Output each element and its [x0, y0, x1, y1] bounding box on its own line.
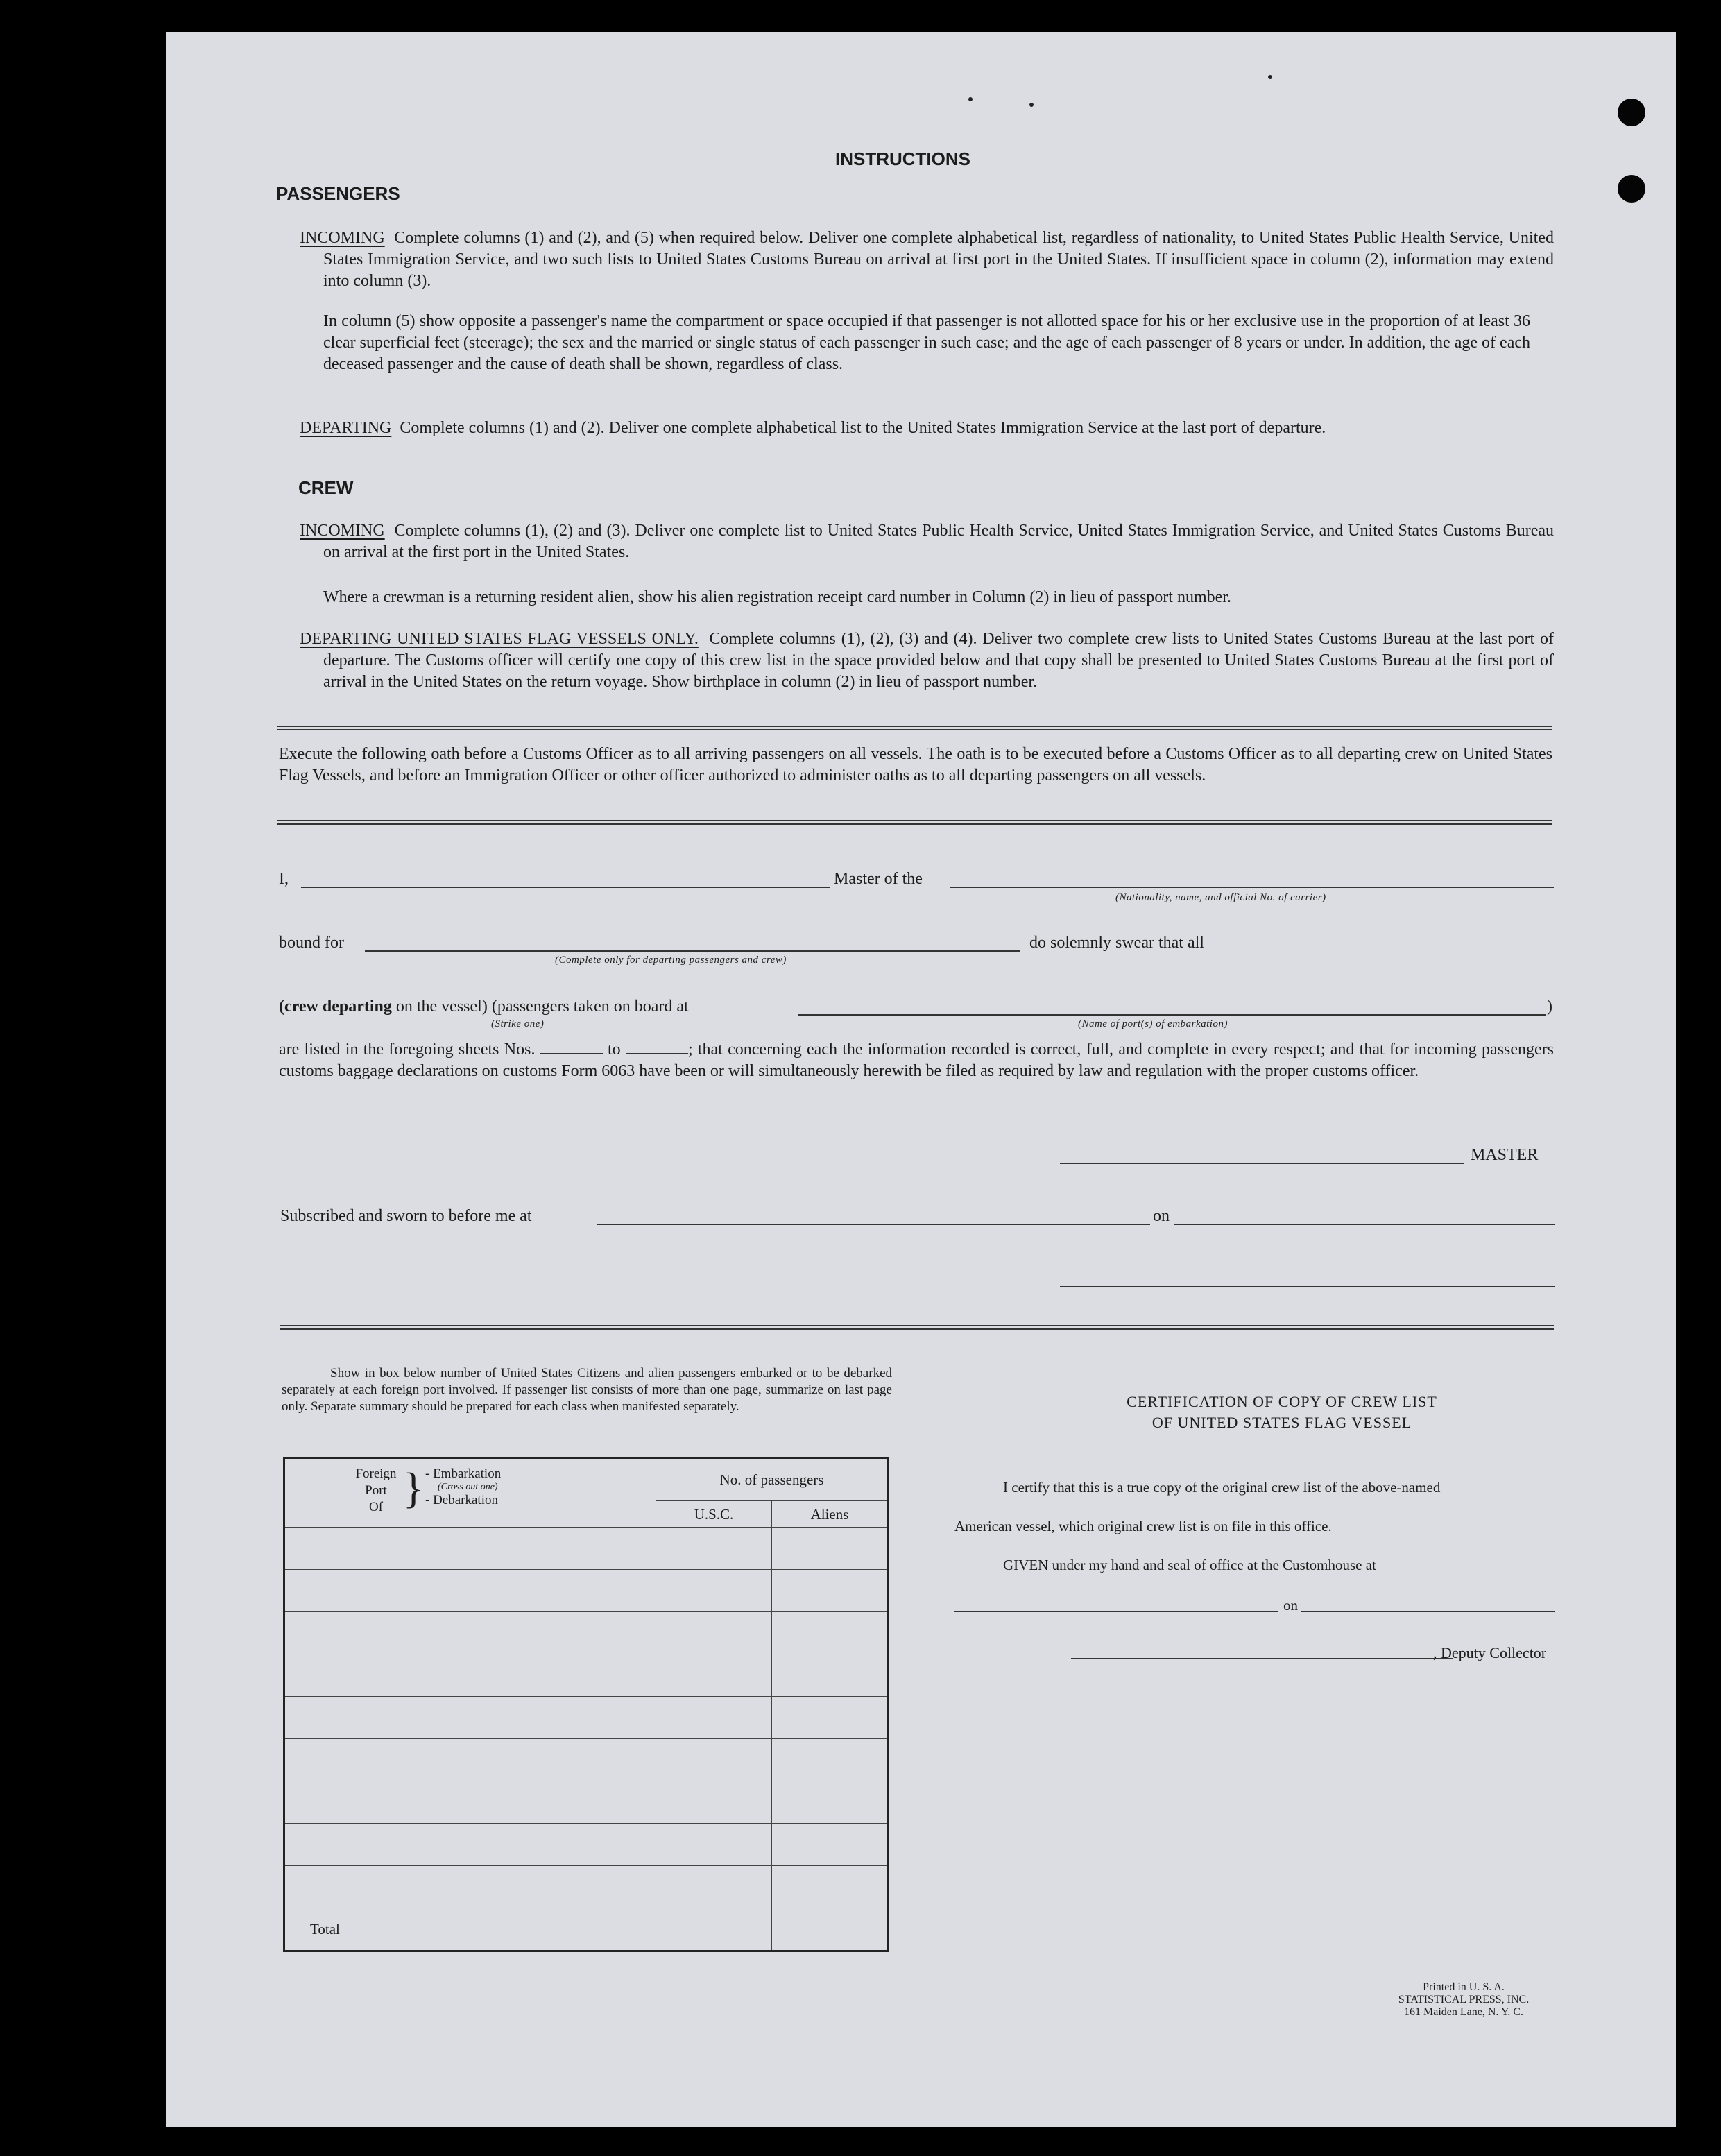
port-cell[interactable]	[284, 1781, 656, 1824]
aliens-cell[interactable]	[772, 1528, 889, 1570]
port-cell[interactable]	[284, 1824, 656, 1866]
aliens-cell[interactable]	[772, 1570, 889, 1612]
certification-title: CERTIFICATION OF COPY OF CREW LIST OF UNITED STATES FLAG VESSEL	[1127, 1393, 1437, 1431]
port-cell[interactable]	[284, 1654, 656, 1697]
carrier-hint: (Nationality, name, and official No. of carrier)	[1115, 892, 1326, 903]
punch-hole-top	[1618, 99, 1645, 126]
bound-for-hint: (Complete only for departing passengers and crew)	[555, 955, 787, 966]
divider	[280, 1325, 1554, 1330]
sworn-date-field[interactable]	[1174, 1224, 1555, 1225]
bound-for-field[interactable]	[365, 950, 1020, 952]
crew-incoming-label: INCOMING	[300, 522, 385, 540]
customhouse-field[interactable]	[954, 1611, 1278, 1612]
sworn-place-field[interactable]	[597, 1224, 1150, 1225]
passenger-summary-table: Foreign Port Of } - Embarkation (Cross out one) - Debarkation No. of passengers U.S.C. Aliens Total	[283, 1457, 889, 1952]
punch-hole-bottom	[1618, 175, 1645, 203]
usc-cell[interactable]	[656, 1528, 772, 1570]
strike-one-hint: (Strike one)	[491, 1018, 545, 1029]
passengers-heading: PASSENGERS	[276, 183, 400, 204]
aliens-total-cell[interactable]	[772, 1908, 889, 1951]
master-signature-field[interactable]	[1060, 1163, 1464, 1164]
embarkation-option[interactable]: - Embarkation	[425, 1466, 502, 1481]
passengers-incoming-paragraph: INCOMING Complete columns (1) and (2), and (5) when required below. Deliver one complete alphabetical list, regardless of nationality, to United States Public Health Service, United States Immigration Service, and two such lists to United States Customs Bureau on arrival at first port in the United States. If insufficient space in column (2), information may extend into column (3).	[300, 229, 1554, 290]
embarkation-ports-field[interactable]	[798, 1014, 1546, 1016]
debarkation-option[interactable]: - Debarkation	[425, 1493, 498, 1507]
usc-cell[interactable]	[656, 1739, 772, 1781]
column5-paragraph: In column (5) show opposite a passenger's name the compartment or space occupied if that passenger is not allotted space for his or her exclusive use in the proportion of at least 36 clear superficial feet (steerage); the sex and the married or single status of each passenger in such case; and the age of each passenger of 8 years or under. In addition, the age of each deceased passenger and the cause of death shall be shown, regardless of class.	[323, 312, 1530, 373]
deputy-collector-label: , Deputy Collector	[1433, 1644, 1547, 1661]
officer-signature-field[interactable]	[1060, 1286, 1555, 1287]
usc-cell[interactable]	[656, 1866, 772, 1908]
master-name-field[interactable]	[301, 887, 830, 888]
usc-cell[interactable]	[656, 1612, 772, 1654]
aliens-cell[interactable]	[772, 1866, 889, 1908]
deputy-collector-signature-field[interactable]	[1071, 1658, 1453, 1659]
usc-cell[interactable]	[656, 1781, 772, 1824]
usc-total-cell[interactable]	[656, 1908, 772, 1951]
port-cell[interactable]	[284, 1528, 656, 1570]
aliens-cell[interactable]	[772, 1654, 889, 1697]
aliens-cell[interactable]	[772, 1697, 889, 1739]
instructions-heading: INSTRUCTIONS	[835, 148, 970, 169]
embarkation-hint: (Name of port(s) of embarkation)	[1078, 1018, 1228, 1029]
carrier-field[interactable]	[950, 887, 1554, 888]
usc-cell[interactable]	[656, 1697, 772, 1739]
port-cell[interactable]	[284, 1570, 656, 1612]
passengers-departing-label: DEPARTING	[300, 419, 392, 437]
crew-departing-option[interactable]: (crew departing	[279, 998, 392, 1016]
port-cell[interactable]	[284, 1739, 656, 1781]
crew-departing-label: DEPARTING UNITED STATES FLAG VESSELS ONLY.	[300, 630, 699, 648]
aliens-cell[interactable]	[772, 1739, 889, 1781]
sheet-to-field[interactable]	[626, 1039, 688, 1054]
printer-imprint: Printed in U. S. A. STATISTICAL PRESS, INC. 161 Maiden Lane, N. Y. C.	[1398, 1981, 1530, 2018]
crew-incoming-paragraph: INCOMING Complete columns (1), (2) and (3). Deliver one complete list to United States Public Health Service, United States Immigration Service, and United States Customs Bureau on arrival at the first port in the United States.	[300, 522, 1554, 561]
aliens-cell[interactable]	[772, 1781, 889, 1824]
master-label: MASTER	[1471, 1146, 1539, 1164]
divider	[277, 726, 1552, 730]
oath-statement: are listed in the foregoing sheets Nos. to ; that concerning each the information recorded is correct, full, and complete in every respect; and that for incoming passengers customs baggage declarations on customs Form 6063 have been or will simultaneously herewith be filed as required by law and regulation with the proper customs officer.	[279, 1041, 1555, 1080]
passengers-taken-option[interactable]: (passengers taken on board at	[491, 998, 689, 1016]
certification-date-field[interactable]	[1301, 1611, 1555, 1612]
port-cell[interactable]	[284, 1866, 656, 1908]
port-cell[interactable]	[284, 1612, 656, 1654]
usc-cell[interactable]	[656, 1570, 772, 1612]
total-label: Total	[284, 1908, 656, 1951]
port-cell[interactable]	[284, 1697, 656, 1739]
usc-cell[interactable]	[656, 1824, 772, 1866]
crew-departing-paragraph: DEPARTING UNITED STATES FLAG VESSELS ONLY. Complete columns (1), (2), (3) and (4). Deliver two complete crew lists to United States Customs Bureau at the last port of departure. The Customs officer will certify one copy of this crew list in the space provided below and that copy shall be presented to United States Customs Bureau at the first port of arrival in the United States on the return voyage. Show birthplace in column (2) in lieu of passport number.	[300, 630, 1554, 691]
form-page: INSTRUCTIONS PASSENGERS INCOMING Complete columns (1) and (2), and (5) when required below. Deliver one complete alphabetical list, regardless of nationality, to United States Public Health Service, United States Immigration Service, and two such lists to United States Customs Bureau on arrival at first port in the United States. If insufficient space in column (2), information may extend into column (3). In column (5) show opposite a passenger's name the compartment or space occupied if that passenger is not allotted space for his or her exclusive use in the proportion of at least 36 clear superficial feet (steerage); the sex and the married or single status of each passenger in such case; and the age of each passenger of 8 years or under. In addition, the age of each deceased passenger and the cause of death shall be shown, regardless of class. DEPARTING Complete columns (1) and (2). Deliver one complete alphabetical list to the United States Immigration Service at the last port of departure. CREW INCOMING Complete columns (1), (2) and (3). Deliver one complete list to United States Public Health Service, United States Immigration Service, and United States Customs Bureau on arrival at the first port in the United States. Where a crewman is a returning resident alien, show his alien registration receipt card number in Column (2) in lieu of passport number. DEPARTING UNITED STATES FLAG VESSELS ONLY. Complete columns (1), (2), (3) and (4). Deliver two complete crew lists to United States Customs Bureau at the last port of departure. The Customs officer will certify one copy of this crew list in the space provided below and that copy shall be presented to United States Customs Bureau at the first port of arrival in the United States on the return voyage. Show birthplace in column (2) in lieu of passport number. Execute the following oath before a Customs Officer as to all arriving passengers on all vessels. The oath is to be executed before a Customs Officer as to all departing crew on United States Flag Vessels, and before an Immigration Officer or other officer authorized to administer oaths as to all departing passengers on all vessels. I, Master of the (Nationality, name, and official No. of carrier) bound for (Complete only for departing passengers and crew) do solemnly swear that all (crew departing on the vessel) (passengers taken on board at ) (Strike one) (Name of port(s) of embarkation) are listed in the foregoing sheets Nos. to ; that concerning each the information recorded is correct, full, and complete in every respect; and that for incoming passengers customs baggage declarations on customs Form 6063 have been or will simultaneously herewith be filed as required by law and regulation with the proper customs officer. MASTER Subscribed and sworn to before me at on Show in box below number of United States Citizens and alien passengers embarked or to be debarked separately at each foreign port involved. If passenger list consists of more than one page, summarize on last page only. Separate summary should be prepared for each class when manifested separately. Foreign Port Of } - Embarkation (Cross out one) - Debarkation No. of passengers U.S.C. Aliens Total CERTIFICATION OF COPY OF CREW LIST OF UNITED STATES FLAG VESSEL I certify that this is a true copy of the original crew list of the above-named American vessel, which original crew list is on file in this office. GIVEN under my hand and seal of office at the Customhouse at on , Deputy Collector Printed in U. S. A. STATISTICAL PRESS, INC. 161 Maiden Lane, N. Y. C.	[166, 32, 1676, 2127]
divider	[277, 820, 1552, 825]
usc-cell[interactable]	[656, 1654, 772, 1697]
aliens-cell[interactable]	[772, 1824, 889, 1866]
brace-icon: }	[403, 1465, 424, 1512]
crew-heading: CREW	[298, 477, 354, 498]
sheet-from-field[interactable]	[540, 1039, 603, 1054]
oath-instructions: Execute the following oath before a Customs Officer as to all arriving passengers on all vessels. The oath is to be executed before a Customs Officer as to all departing crew on United States Flag Vessels, and before an Immigration Officer or other officer authorized to administer oaths as to all departing passengers on all vessels.	[279, 745, 1552, 785]
summary-instructions: Show in box below number of United States Citizens and alien passengers embarked or to be debarked separately at each foreign port involved. If passenger list consists of more than one page, summarize on last page only. Separate summary should be prepared for each class when manifested separately.	[282, 1366, 892, 1414]
passengers-incoming-label: INCOMING	[300, 229, 385, 247]
passengers-departing-paragraph: DEPARTING Complete columns (1) and (2). Deliver one complete alphabetical list to the United States Immigration Service at the last port of departure.	[300, 419, 1326, 437]
aliens-cell[interactable]	[772, 1612, 889, 1654]
returning-resident-paragraph: Where a crewman is a returning resident alien, show his alien registration receipt card number in Column (2) in lieu of passport number.	[323, 588, 1231, 606]
